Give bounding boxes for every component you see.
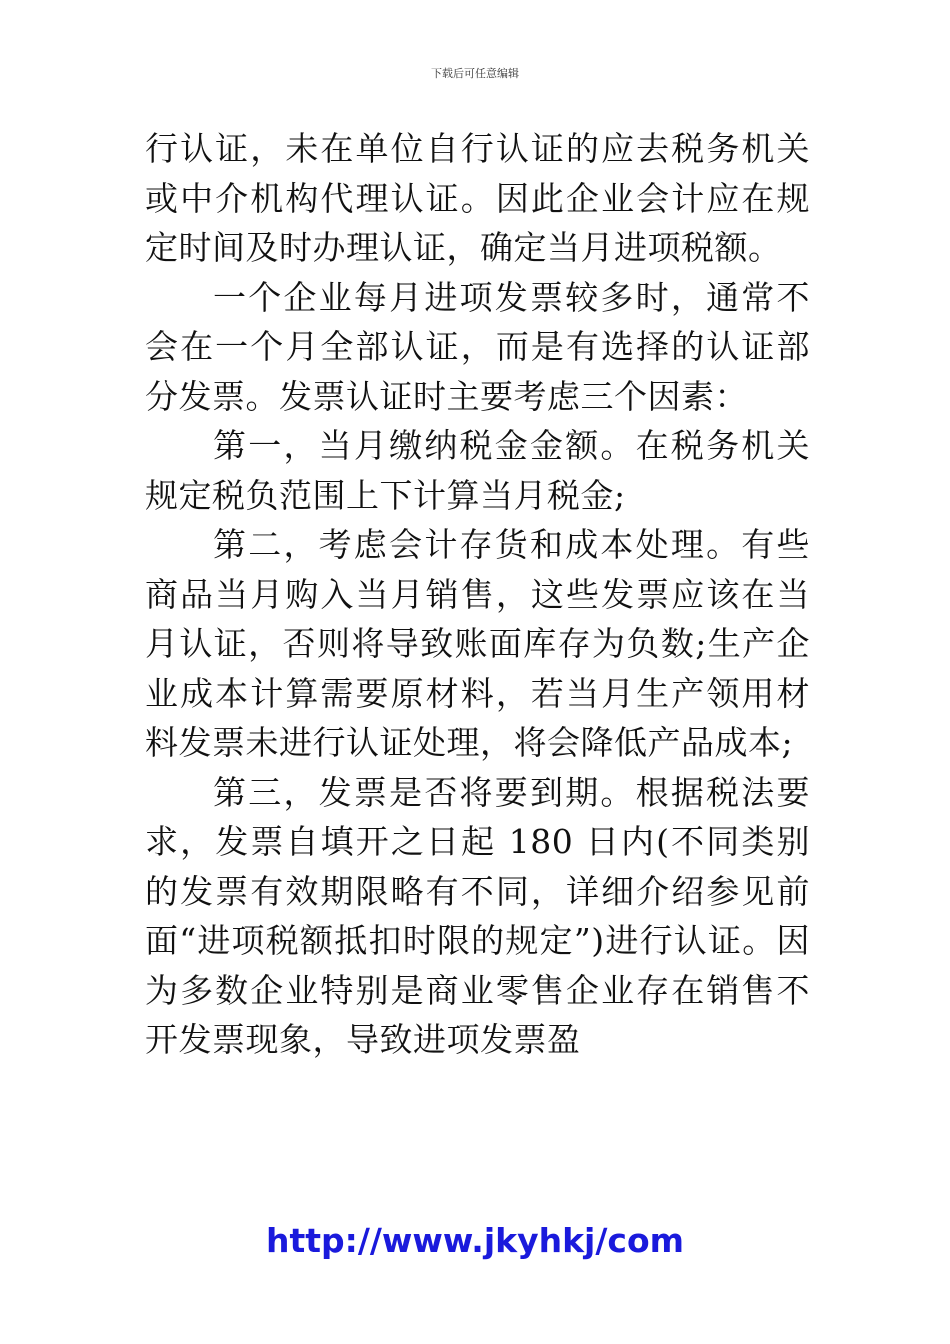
paragraph: 一个企业每月进项发票较多时，通常不会在一个月全部认证，而是有选择的认证部分发票。发票认证时主要考虑三个因素：	[145, 277, 810, 416]
paragraph: 第三，发票是否将要到期。根据税法要求，发票自填开之日起 180 日内(不同类别的发票有效期限略有不同，详细介绍参见前面“进项税额抵扣时限的规定”)进行认证。因为多数企业特别是商业零售企业存在销售不开发票现象，导致进项发票盈	[145, 772, 810, 1059]
paragraph: 第一，当月缴纳税金金额。在税务机关规定税负范围上下计算当月税金;	[145, 426, 810, 515]
paragraph: 第二，考虑会计存货和成本处理。有些商品当月购入当月销售，这些发票应该在当月认证，否则将导致账面库存为负数;生产企业成本计算需要原材料，若当月生产领用材料发票未进行认证处理，将会降低产品成本;	[145, 525, 810, 762]
body-text	[145, 124, 810, 1065]
paragraph: 行认证，未在单位自行认证的应去税务机关或中介机构代理认证。因此企业会计应在规定时间及时办理认证，确定当月进项税额。	[145, 129, 810, 267]
footer-url-link[interactable]: http://www.jkyhkj/com	[265, 1221, 685, 1260]
header-note: 下载后可任意编辑	[431, 67, 519, 80]
